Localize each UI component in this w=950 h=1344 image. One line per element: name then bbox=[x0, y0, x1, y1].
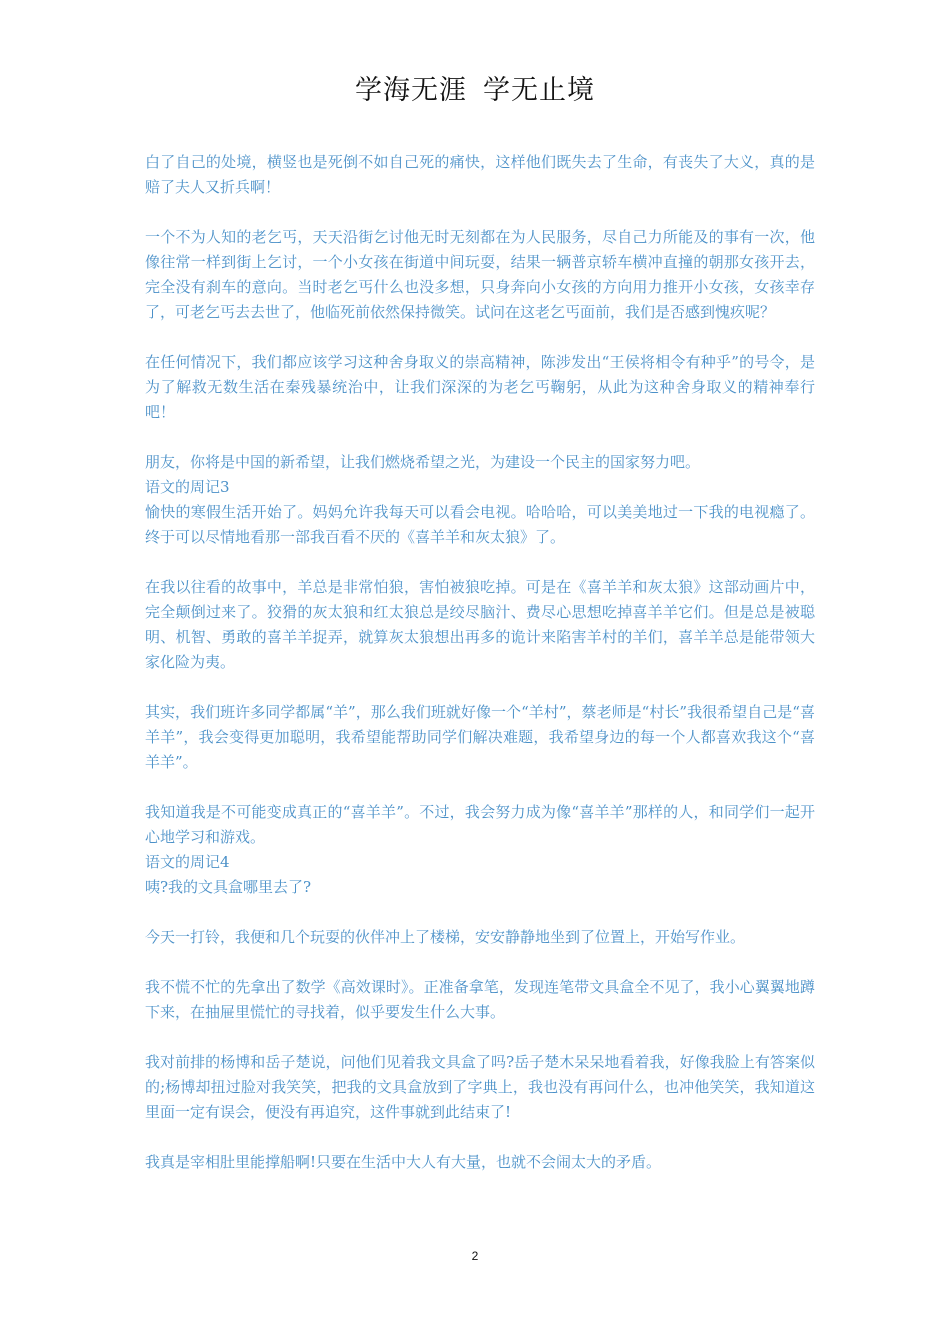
paragraph-5: 愉快的寒假生活开始了。妈妈允许我每天可以看会电视。哈哈哈，可以美美地过一下我的电视瘾了。终于可以尽情地看那一部我百看不厌的《喜羊羊和灰太狼》了。 bbox=[145, 503, 815, 546]
paragraph-6: 在我以往看的故事中，羊总是非常怕狼，害怕被狼吃掉。可是在《喜羊羊和灰太狼》这部动画片中，完全颠倒过来了。狡猾的灰太狼和红太狼总是绞尽脑汁、费尽心思想吃掉喜羊羊它们。但是总是被聪明、机智、勇敢的喜羊羊捉弄，就算灰太狼想出再多的诡计来陷害羊村的羊们，喜羊羊总是能带领大家化险为夷。 bbox=[145, 578, 815, 671]
section-heading-journal-3: 语文的周记3 bbox=[145, 478, 230, 496]
paragraph-8: 我知道我是不可能变成真正的“喜羊羊”。不过，我会努力成为像“喜羊羊”那样的人，和同学们一起开心地学习和游戏。 bbox=[145, 803, 815, 846]
paragraph-7: 其实，我们班许多同学都属“羊”，那么我们班就好像一个“羊村”，蔡老师是“村长”我很希望自己是“喜羊羊”，我会变得更加聪明，我希望能帮助同学们解决难题，我希望身边的每一个人都喜欢我这个“喜羊羊”。 bbox=[145, 703, 815, 771]
paragraph-3: 在任何情况下，我们都应该学习这种舍身取义的崇高精神，陈涉发出“王侯将相令有种乎”的号令，是为了解救无数生活在秦残暴统治中，让我们深深的为老乞丐鞠躬，从此为这种舍身取义的精神奉行吧！ bbox=[145, 353, 815, 421]
paragraph-13: 我真是宰相肚里能撑船啊!只要在生活中大人有大量，也就不会闹太大的矛盾。 bbox=[145, 1153, 662, 1171]
paragraph-4: 朋友，你将是中国的新希望，让我们燃烧希望之光，为建设一个民主的国家努力吧。 bbox=[145, 453, 701, 471]
section-heading-journal-4: 语文的周记4 bbox=[145, 853, 230, 871]
document-body bbox=[145, 150, 815, 1200]
paragraph-9: 咦?我的文具盒哪里去了? bbox=[145, 878, 312, 896]
paragraph-2: 一个不为人知的老乞丐，天天沿街乞讨他无时无刻都在为人民服务，尽自己力所能及的事有一次，他像往常一样到街上乞讨，一个小女孩在街道中间玩耍，结果一辆普京轿车横冲直撞的朝那女孩开去，完全没有刹车的意向。当时老乞丐什么也没多想，只身奔向小女孩的方向用力推开小女孩，女孩幸存了，可老乞丐去去世了，他临死前依然保持微笑。试问在这老乞丐面前，我们是否感到愧疚呢？ bbox=[145, 228, 815, 321]
page-number: 2 bbox=[471, 1249, 479, 1263]
paragraph-12: 我对前排的杨博和岳子楚说，问他们见着我文具盒了吗?岳子楚木呆呆地看着我，好像我脸上有答案似的;杨博却扭过脸对我笑笑，把我的文具盒放到了字典上，我也没有再问什么，也冲他笑笑，我知道这里面一定有误会，便没有再追究，这件事就到此结束了! bbox=[145, 1053, 815, 1121]
paragraph-11: 我不慌不忙的先拿出了数学《高效课时》。正准备拿笔，发现连笔带文具盒全不见了，我小心翼翼地蹲下来，在抽屉里慌忙的寻找着，似乎要发生什么大事。 bbox=[145, 978, 815, 1021]
page-title-part1: 学海无涯 bbox=[355, 75, 467, 106]
page-title-part2: 学无止境 bbox=[483, 75, 595, 106]
page-title bbox=[0, 68, 950, 107]
paragraph-10: 今天一打铃，我便和几个玩耍的伙伴冲上了楼梯，安安静静地坐到了位置上，开始写作业。 bbox=[145, 928, 746, 946]
paragraph-1: 白了自己的处境，横竖也是死倒不如自己死的痛快，这样他们既失去了生命，有丧失了大义，真的是赔了夫人又折兵啊！ bbox=[145, 153, 815, 196]
